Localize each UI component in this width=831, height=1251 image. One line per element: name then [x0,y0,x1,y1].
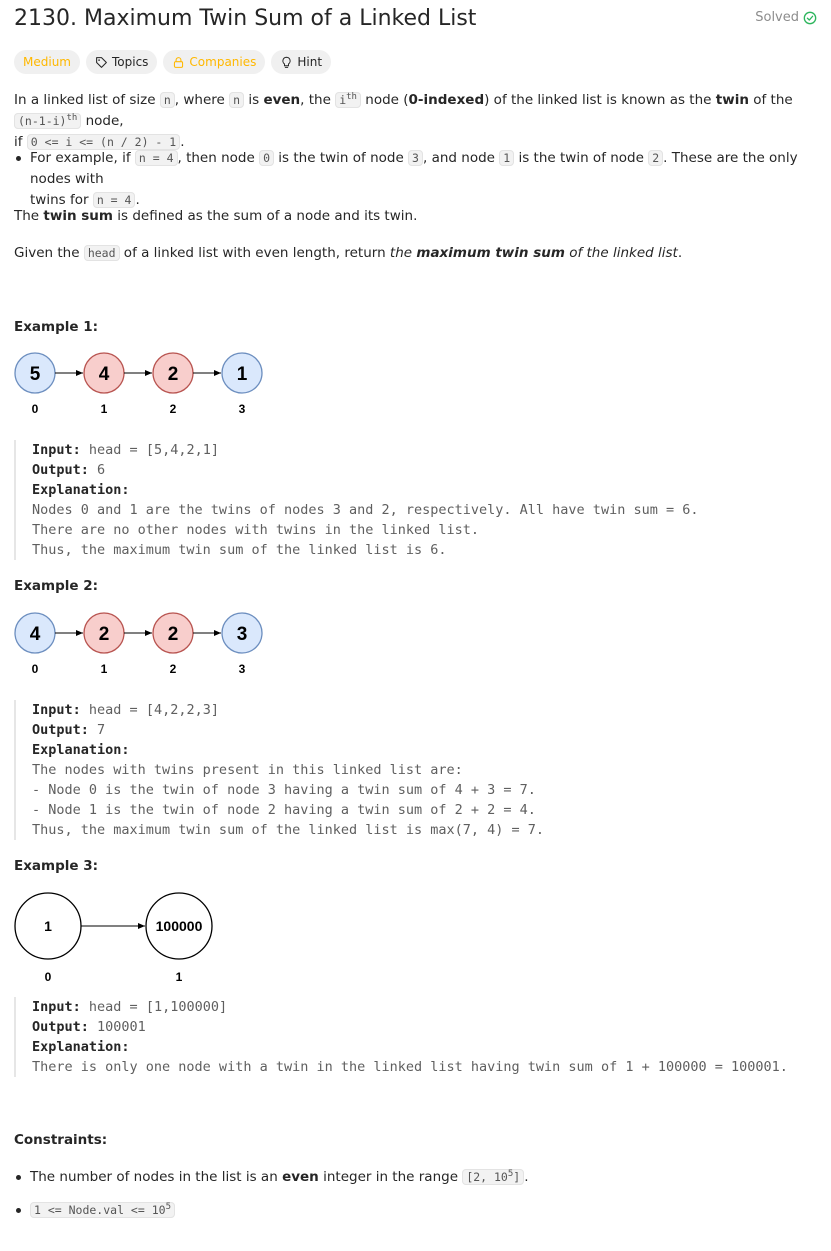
node-value: 4 [29,623,41,645]
node-value: 1 [44,918,52,935]
node-value: 2 [167,363,179,385]
example-bullet-list [14,148,820,211]
example-2-label: Example 2: [14,578,99,594]
node-value: 100000 [155,918,203,935]
node-index: 1 [175,970,183,984]
node-index: 0 [31,402,39,416]
solved-status [755,10,817,25]
example-1-diagram [12,350,272,420]
node-value: 3 [236,623,248,645]
constraints-label: Constraints: [14,1132,108,1148]
difficulty-badge[interactable] [14,50,80,74]
tag-icon [95,56,108,69]
topics-button[interactable] [86,50,157,74]
hint-button[interactable] [271,50,331,74]
hint-label: Hint [297,55,323,69]
problem-title: 2130. Maximum Twin Sum of a Linked List [14,6,477,31]
list-item: The number of nodes in the list is an even integer in the range [2, $10^5$] . [14,1167,820,1188]
tag-bar [14,50,331,74]
description-paragraph-2: The twin sum is defined as the sum of a node and its twin. [14,208,418,224]
node-index: 1 [100,662,108,676]
example-3-diagram [12,890,222,985]
list-item: 1 <= Node.val <= $10^5$ [14,1200,820,1221]
node-value: 4 [98,363,110,385]
node-index: 1 [100,402,108,416]
list-item: For example, if n = 4 , then node 0 is the twin of node 3 , and node 1 is the twin of node 2 . These are the only nodes with twins for n = 4 . [14,148,820,211]
node-index: 0 [31,662,39,676]
lock-icon [172,56,185,69]
description-paragraph-3: Given the head of a linked list with even length, return the maximum twin sum of the linked list. [14,245,683,261]
node-index: 2 [169,402,177,416]
lightbulb-icon [280,56,293,69]
topics-label: Topics [111,55,149,69]
companies-button[interactable] [163,50,265,74]
example-2-block: Input: head = [4,2,2,3] Output: 7 Explanation: The nodes with twins present in this linked list are: - Node 0 is the twin of node 3 having a twin sum of 4 + 3 = 7. - Node 1 is the twin of node 2 having a twin sum of 2 + 2 = 4. Thus, the maximum twin sum of the linked list is max(7, 4) = 7. [14,700,544,840]
example-1-label: Example 1: [14,319,99,335]
check-circle-icon [803,11,817,25]
example-3-label: Example 3: [14,858,99,874]
example-2-diagram [12,610,272,680]
node-index: 2 [169,662,177,676]
constraints-list [14,1167,820,1221]
example-1-block: Input: head = [5,4,2,1] Output: 6 Explanation: Nodes 0 and 1 are the twins of nodes 3 and 2, respectively. All have twin sum = 6. There are no other nodes with twins in the linked list. Thus, the maximum twin sum of the linked list is 6. [14,440,698,560]
node-value: 1 [236,363,248,385]
node-index: 3 [238,662,246,676]
node-value: 2 [167,623,179,645]
node-value: 2 [98,623,110,645]
companies-label: Companies [189,55,257,69]
example-3-block: Input: head = [1,100000] Output: 100001 Explanation: There is only one node with a twin in the linked list having twin sum of 1 + 100000 = 100001. [14,997,788,1077]
description-paragraph-1: In a linked list of size n , where n is even, the $i^{th}$ node (0-indexed) of the linked list is known as the twin of the $(n-1-i)^{th}$ node, if 0 <= i <= (n / 2) - 1 . [14,92,793,150]
difficulty-label: Medium [23,55,71,69]
node-index: 0 [44,970,52,984]
solved-label: Solved [755,10,799,25]
node-value: 5 [29,363,41,385]
node-index: 3 [238,402,246,416]
